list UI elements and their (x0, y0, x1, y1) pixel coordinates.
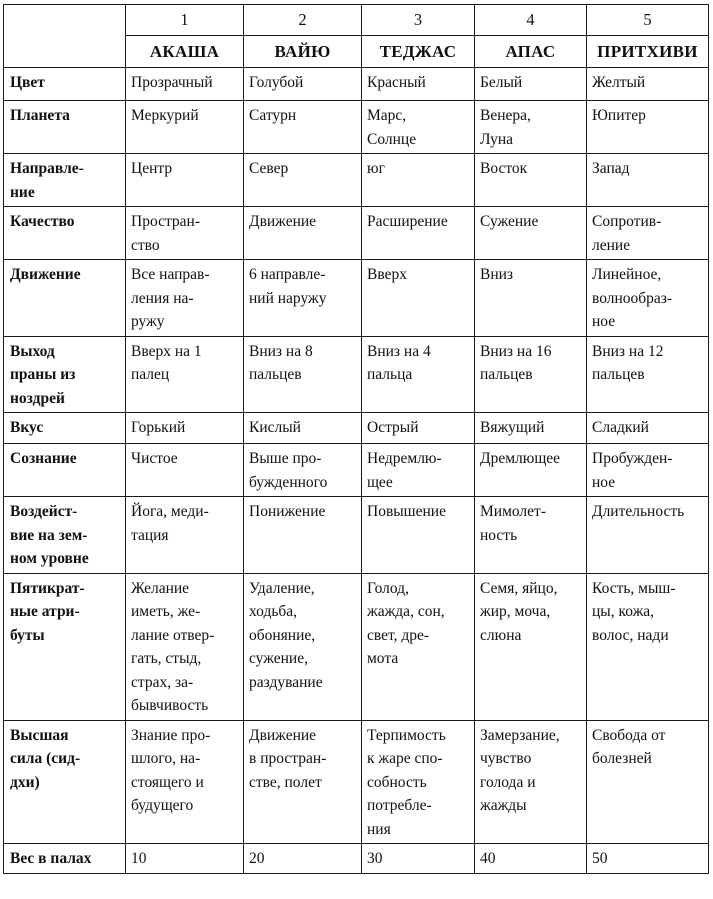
table-cell: Вниз на 8 пальцев (244, 336, 362, 413)
table-cell: Сужение (475, 207, 587, 260)
table-cell: 30 (362, 844, 475, 874)
row-header: Направле- ние (4, 154, 126, 207)
table-cell: Юпитер (587, 101, 709, 154)
column-number: 3 (362, 5, 475, 36)
table-cell: Чистое (126, 444, 244, 497)
table-cell: Запад (587, 154, 709, 207)
table-cell: Вверх (362, 260, 475, 337)
table-cell: Мимолет- ность (475, 497, 587, 574)
row-header: Качество (4, 207, 126, 260)
table-cell: Замерзание, чувство голода и жажды (475, 720, 587, 844)
table-row (4, 573, 709, 720)
table-row (4, 260, 709, 337)
table-cell: Меркурий (126, 101, 244, 154)
table-row (4, 336, 709, 413)
table-cell: Острый (362, 413, 475, 444)
table-cell: Выше про- бужденного (244, 444, 362, 497)
table-cell: Вяжущий (475, 413, 587, 444)
column-number: 2 (244, 5, 362, 36)
row-header: Вес в палах (4, 844, 126, 874)
table-cell: Пробужден- ное (587, 444, 709, 497)
table-cell: Семя, яйцо, жир, моча, слюна (475, 573, 587, 720)
table-cell: Повышение (362, 497, 475, 574)
table-cell: Линейное, волнообраз- ное (587, 260, 709, 337)
column-header: ПРИТХИВИ (587, 36, 709, 68)
table-cell: Вверх на 1 палец (126, 336, 244, 413)
table-body (4, 5, 709, 874)
row-header: Выход праны из ноздрей (4, 336, 126, 413)
table-cell: Восток (475, 154, 587, 207)
table-cell: 50 (587, 844, 709, 874)
table-cell: Кислый (244, 413, 362, 444)
corner-cell (4, 5, 126, 68)
table-cell: 40 (475, 844, 587, 874)
table-cell: Свобода от болезней (587, 720, 709, 844)
table-cell: Кость, мыш- цы, кожа, волос, нади (587, 573, 709, 720)
table-cell: 20 (244, 844, 362, 874)
table-cell: Сопротив- ление (587, 207, 709, 260)
table-row (4, 68, 709, 101)
table-cell: Сладкий (587, 413, 709, 444)
table-cell: Простран- ство (126, 207, 244, 260)
tattva-table (3, 4, 709, 874)
table-row (4, 413, 709, 444)
column-header: АКАША (126, 36, 244, 68)
table-row (4, 154, 709, 207)
column-header: ВАЙЮ (244, 36, 362, 68)
table-cell: Йога, меди- тация (126, 497, 244, 574)
table-cell: Движение (244, 207, 362, 260)
table-cell: Венера, Луна (475, 101, 587, 154)
table-cell: Белый (475, 68, 587, 101)
table-cell: Вниз на 12 пальцев (587, 336, 709, 413)
table-cell: Недремлю- щее (362, 444, 475, 497)
table-cell: Север (244, 154, 362, 207)
table-row (4, 720, 709, 844)
column-header: ТЕДЖАС (362, 36, 475, 68)
table-cell: Удаление, ходьба, обоняние, сужение, раздувание (244, 573, 362, 720)
table-cell: Голод, жажда, сон, свет, дре- мота (362, 573, 475, 720)
table-cell: Горький (126, 413, 244, 444)
table-row (4, 844, 709, 874)
table-cell: Понижение (244, 497, 362, 574)
table-cell: Прозрачный (126, 68, 244, 101)
table-cell: Вниз на 4 пальца (362, 336, 475, 413)
row-header: Высшая сила (сид- дхи) (4, 720, 126, 844)
table-cell: Длительность (587, 497, 709, 574)
table-cell: 10 (126, 844, 244, 874)
row-header: Цвет (4, 68, 126, 101)
table-cell: Все направ- ления на- ружу (126, 260, 244, 337)
column-header: АПАС (475, 36, 587, 68)
table-cell: Голубой (244, 68, 362, 101)
table-cell: Дремлющее (475, 444, 587, 497)
table-cell: Вниз (475, 260, 587, 337)
table-cell: юг (362, 154, 475, 207)
table-row (4, 497, 709, 574)
table-row (4, 101, 709, 154)
table-row (4, 207, 709, 260)
number-row (4, 5, 709, 36)
table-cell: Расширение (362, 207, 475, 260)
row-header: Вкус (4, 413, 126, 444)
column-number: 1 (126, 5, 244, 36)
row-header: Планета (4, 101, 126, 154)
table-row (4, 444, 709, 497)
column-number: 4 (475, 5, 587, 36)
table-cell: Знание про- шлого, на- стоящего и будущего (126, 720, 244, 844)
table-cell: Вниз на 16 пальцев (475, 336, 587, 413)
row-header: Сознание (4, 444, 126, 497)
table-cell: Красный (362, 68, 475, 101)
table-cell: 6 направле- ний наружу (244, 260, 362, 337)
table-cell: Марс, Солнце (362, 101, 475, 154)
row-header: Пятикрат- ные атри- буты (4, 573, 126, 720)
row-header: Воздейст- вие на зем- ном уровне (4, 497, 126, 574)
table-cell: Сатурн (244, 101, 362, 154)
table-cell: Движение в простран- стве, полет (244, 720, 362, 844)
table-cell: Желание иметь, же- лание отвер- гать, стыд, страх, за- бывчивость (126, 573, 244, 720)
table-cell: Центр (126, 154, 244, 207)
row-header: Движение (4, 260, 126, 337)
table-cell: Терпимость к жаре спо- собность потребле- ния (362, 720, 475, 844)
column-number: 5 (587, 5, 709, 36)
table-cell: Желтый (587, 68, 709, 101)
